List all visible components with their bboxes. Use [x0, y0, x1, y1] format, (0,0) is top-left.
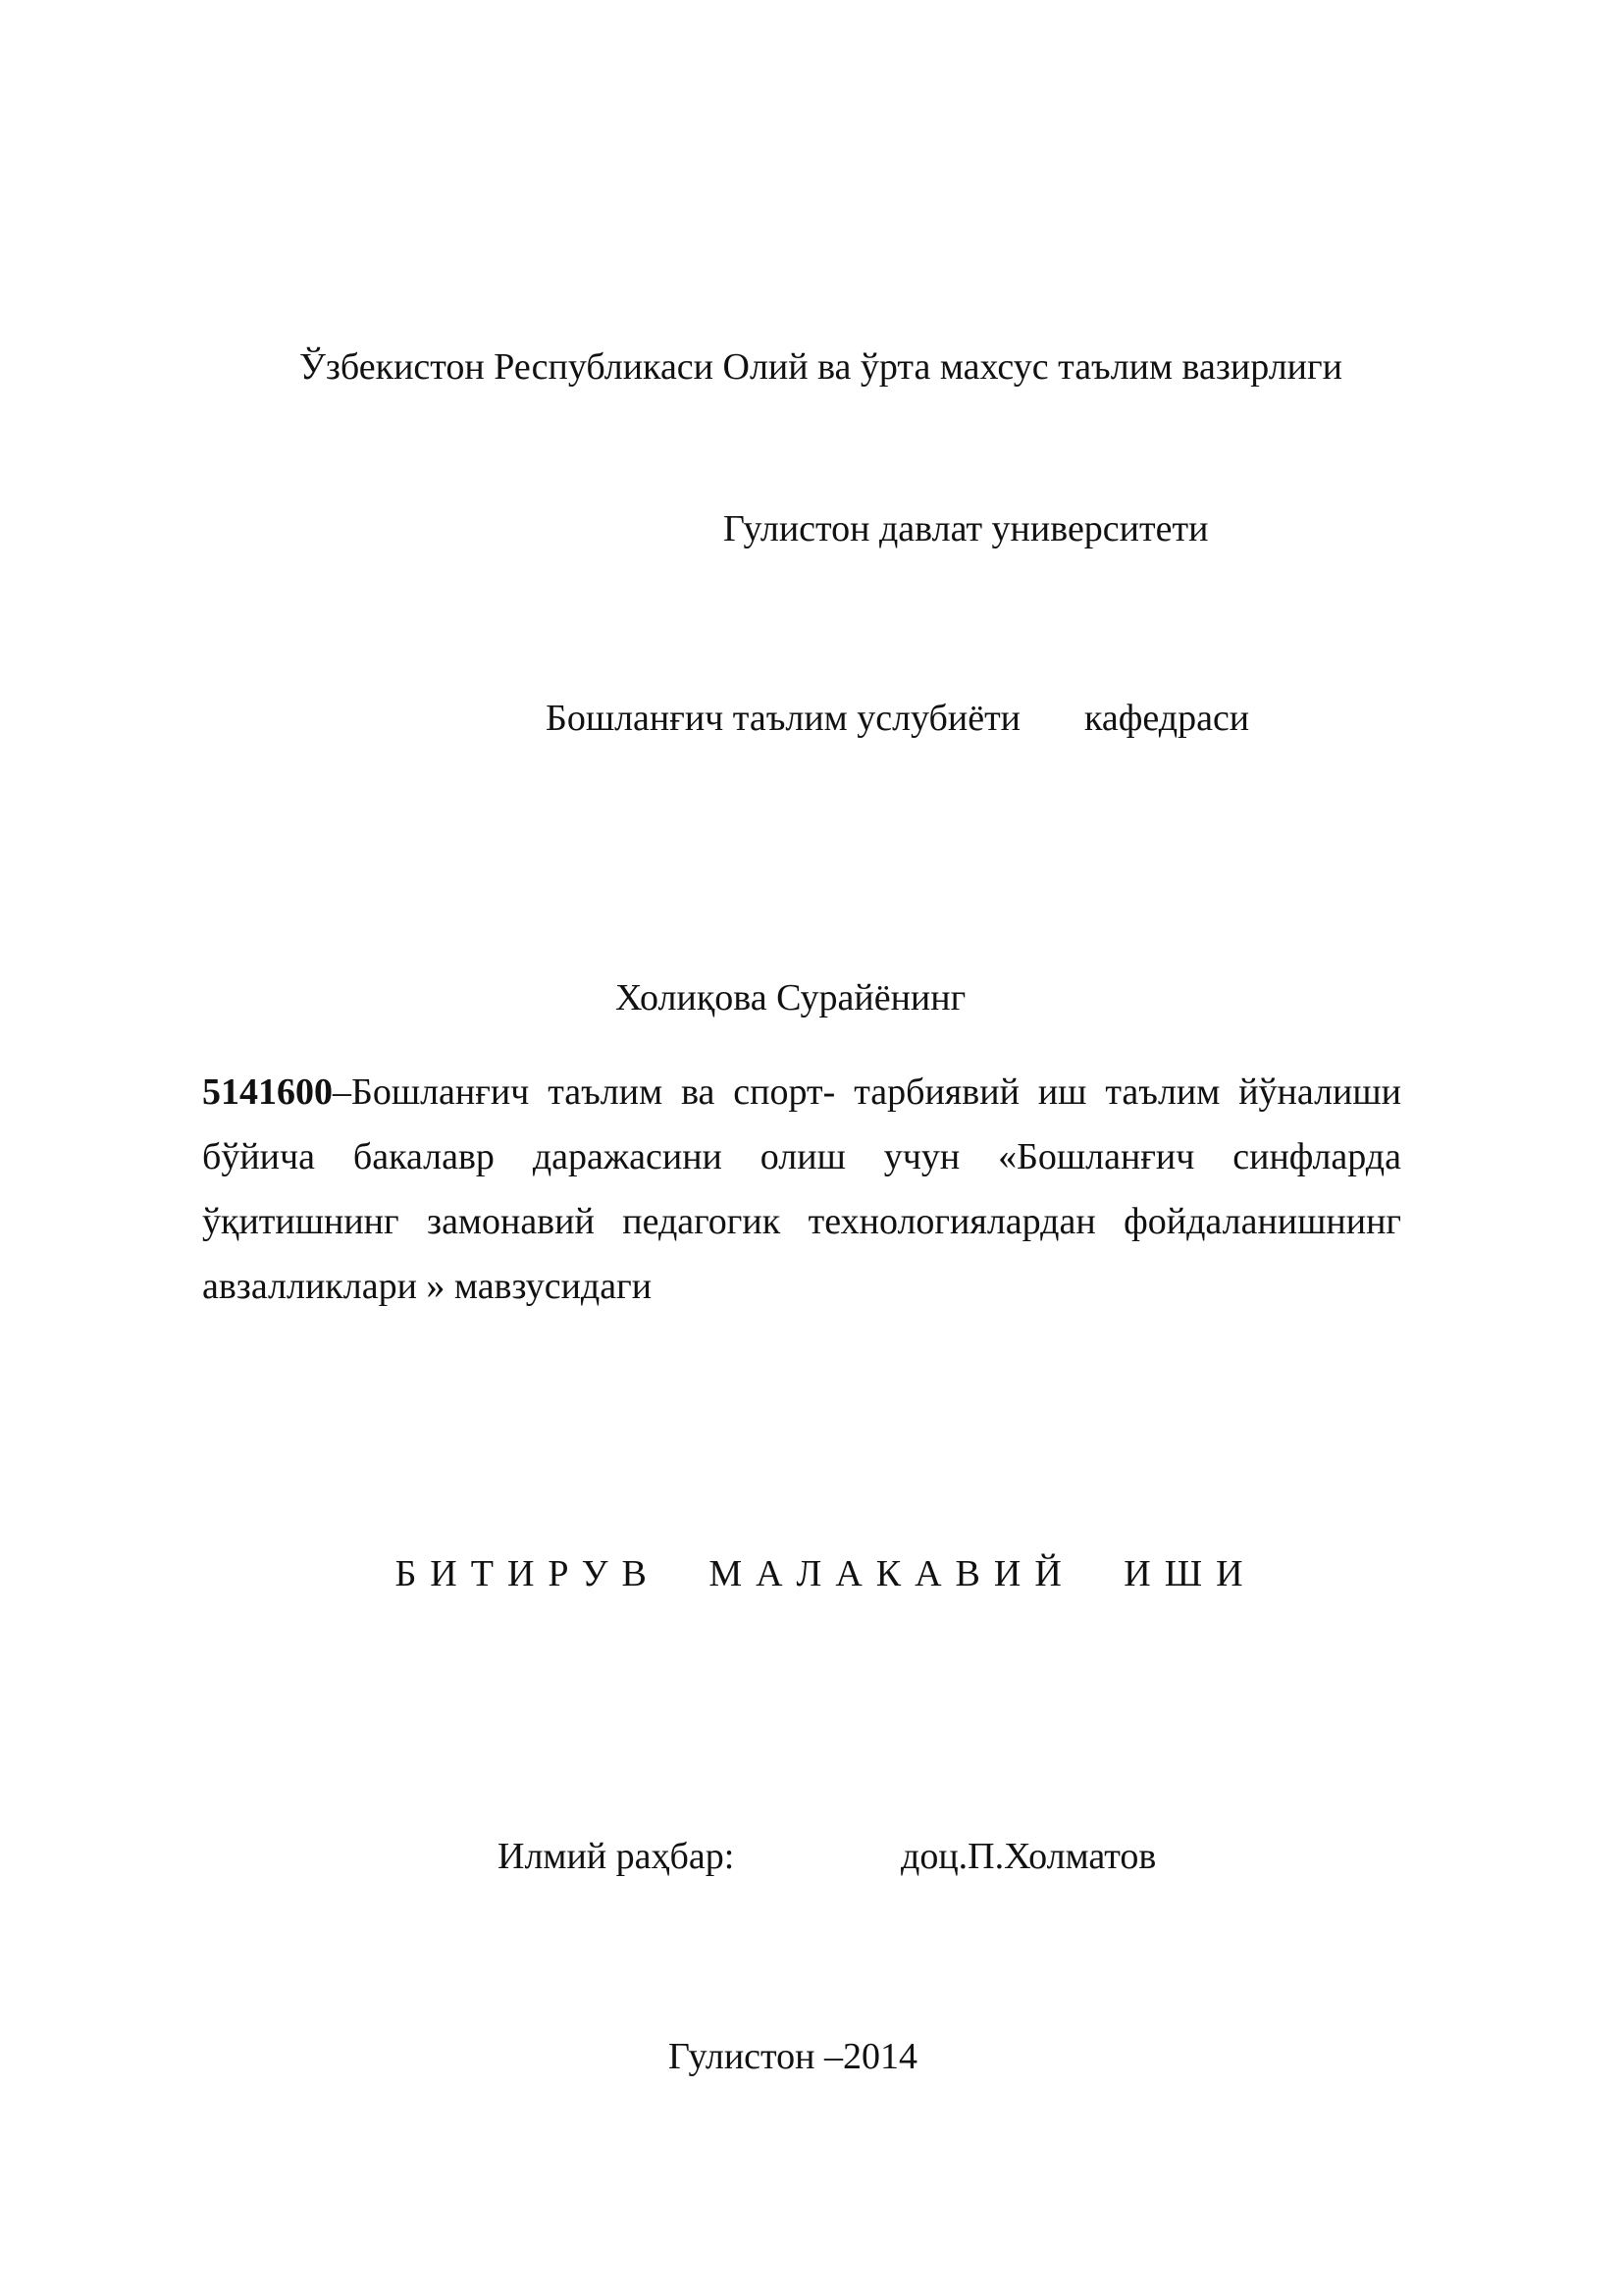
- university-name: Гулистон давлат университети: [723, 508, 1209, 549]
- description-line-4: авзалликлари » мавзусидаги: [202, 1266, 653, 1307]
- description-line-2: бўйича бакалавр даражасини олиш учун «Бошланғич синфларда: [202, 1136, 1401, 1177]
- department-name: Бошланғич таълим услубиёти: [546, 698, 1022, 739]
- description-line-1: [202, 1073, 1401, 1111]
- supervisor-name: доц.П.Холматов: [901, 1836, 1157, 1877]
- supervisor-label: Илмий раҳбар:: [498, 1836, 735, 1877]
- department-word: кафедраси: [1084, 698, 1250, 739]
- ministry-title: Ўзбекистон Республикаси Олий ва ўрта махсус таълим вазирлиги: [299, 346, 1342, 388]
- work-type-title: БИТИРУВ МАЛАКАВИЙ ИШИ: [394, 1553, 1257, 1594]
- author-name: Холиқова Сурайёнинг: [615, 977, 967, 1018]
- specialty-code: 5141600: [202, 1071, 333, 1113]
- city-year: Гулистон –2014: [668, 2036, 917, 2077]
- description-line-3: ўқитишнинг замонавий педагогик технологиялардан фойдаланишнинг: [202, 1201, 1401, 1242]
- description-line-1-text: –Бошланғич таълим ва спорт- тарбиявий иш таълим йўналиши: [333, 1071, 1401, 1113]
